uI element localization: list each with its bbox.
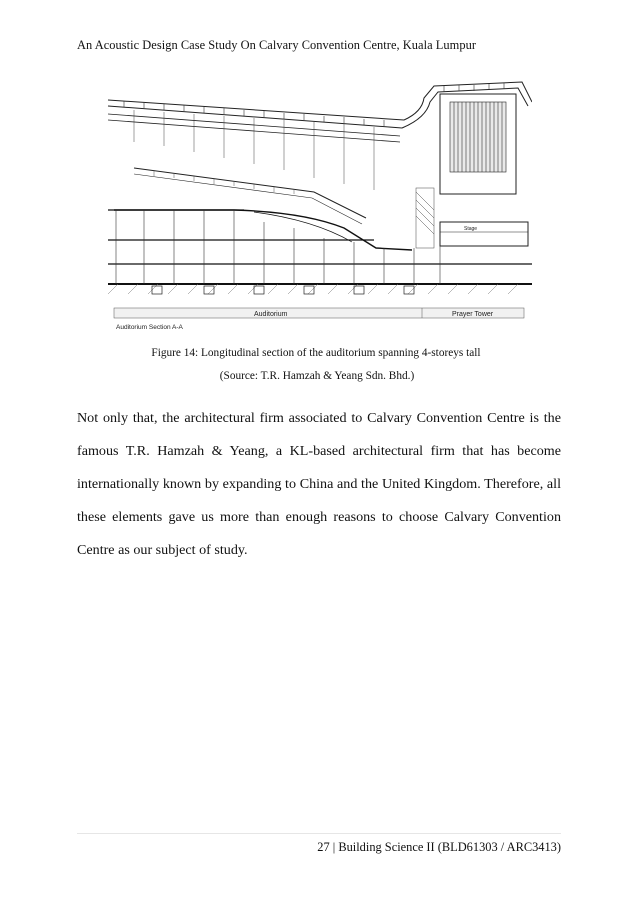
running-header: An Acoustic Design Case Study On Calvary Convention Centre, Kuala Lumpur	[77, 38, 477, 52]
room-partitions	[116, 210, 440, 284]
ceiling-hangers	[134, 110, 374, 190]
section-title-label: Auditorium Section A-A	[116, 324, 183, 331]
ground-hatch	[108, 284, 518, 294]
section-drawing-svg	[104, 72, 532, 334]
upper-balcony	[134, 168, 366, 224]
page-footer: 27 | Building Science II (BLD61303 / ARC3413)	[317, 840, 561, 854]
auditorium-zone-label: Auditorium	[254, 311, 288, 318]
stage-block	[440, 222, 528, 246]
footer-divider	[77, 833, 561, 834]
prayer-tower-zone-label: Prayer Tower	[452, 311, 494, 318]
shaft-hatching	[416, 188, 434, 248]
body-paragraph: Not only that, the architectural firm associated to Calvary Convention Centre is the famous T.R. Hamzah & Yeang, a KL-based architectural firm that has become internationally known by expanding to China and the United Kingdom. Therefore, all these elements gave us more than enough reasons to choose Calvary Convention Centre as our subject of study.	[77, 410, 561, 558]
figure-caption: Figure 14: Longitudinal section of the auditorium spanning 4-storeys tall	[151, 347, 481, 359]
figure-source: (Source: T.R. Hamzah & Yeang Sdn. Bhd.)	[219, 370, 415, 382]
main-rake	[114, 210, 412, 250]
stage-label: Stage	[464, 226, 478, 232]
upper-balcony-steps	[154, 171, 294, 194]
auditorium-section-drawing	[104, 72, 532, 334]
floor-levels	[108, 210, 532, 284]
